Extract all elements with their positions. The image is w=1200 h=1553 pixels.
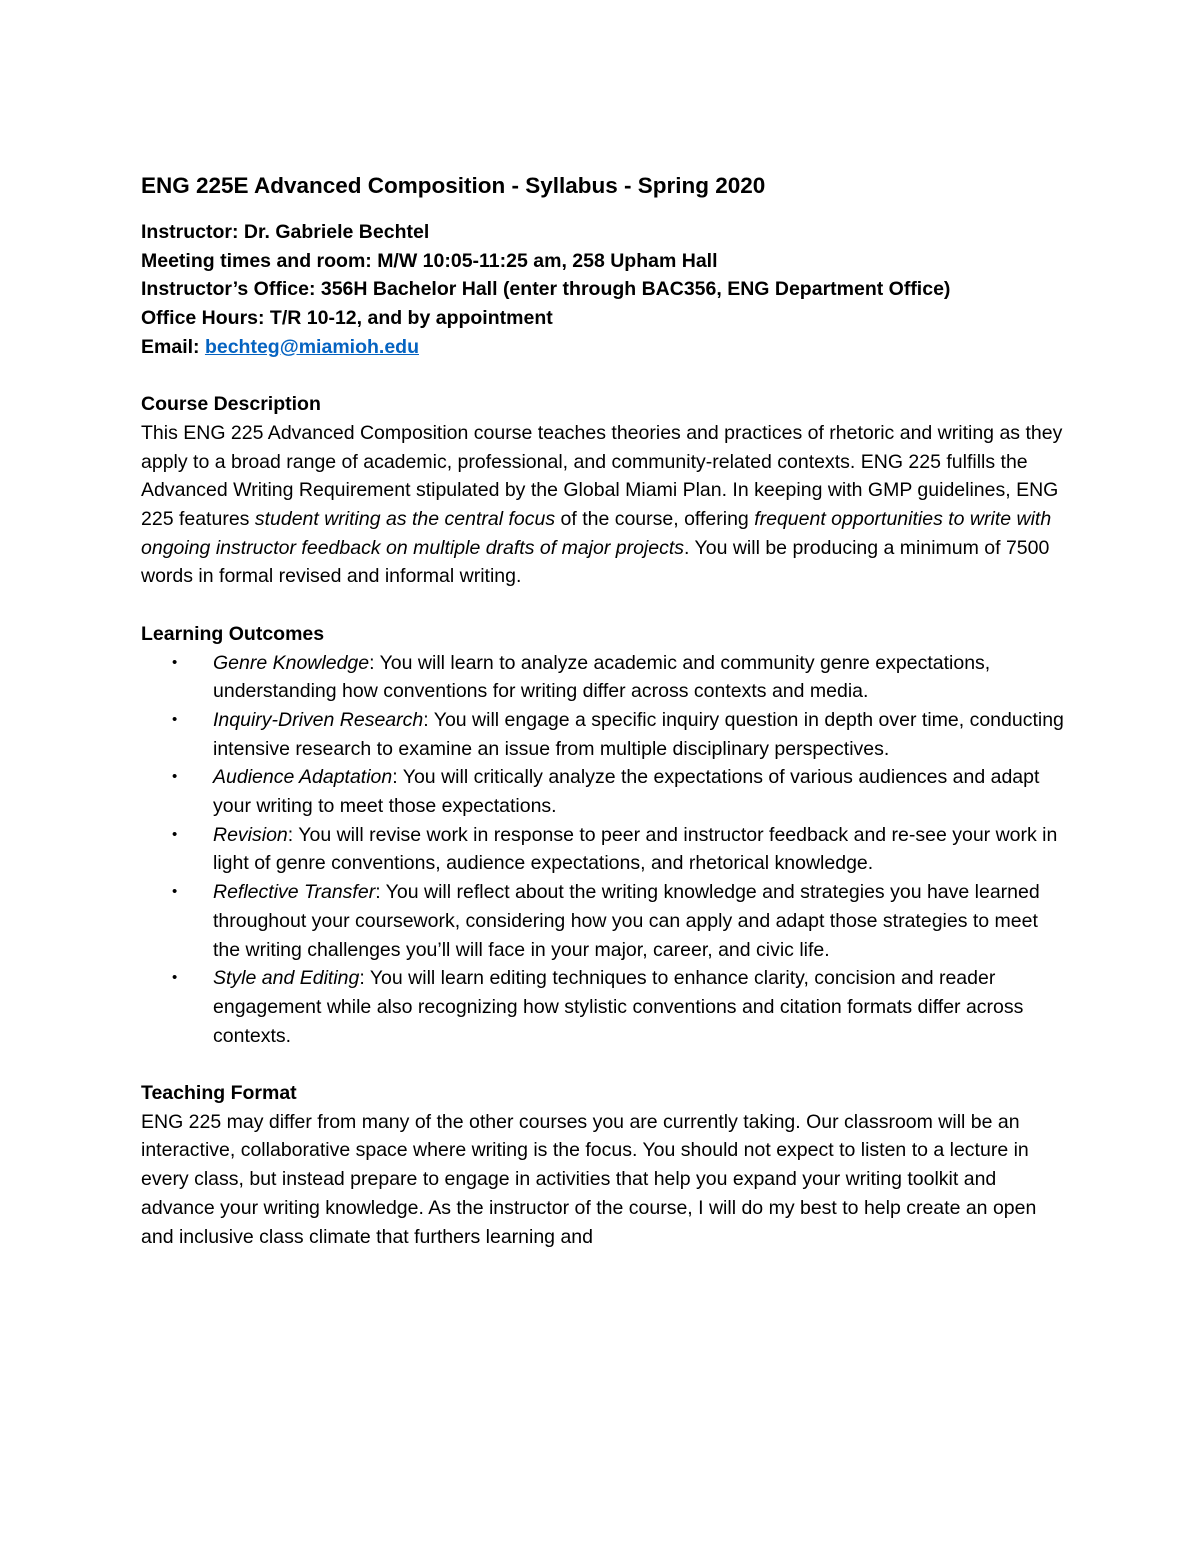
list-item: • Revision: You will revise work in response to peer and instructor feedback and re-see your work in light of genre conventions, audience expectations, and rhetorical knowledge.: [141, 821, 1066, 878]
meeting-line: Meeting times and room: M/W 10:05-11:25 am, 258 Upham Hall: [141, 249, 718, 272]
learning-outcomes-heading: Learning Outcomes: [141, 622, 325, 645]
bullet-icon: •: [172, 825, 178, 843]
email-label: Email:: [141, 335, 205, 358]
office-line: Instructor’s Office: 356H Bachelor Hall (enter through BAC356, ENG Department Office): [141, 278, 951, 301]
course-description-section: [141, 390, 1066, 591]
course-description-text: This ENG 225 Advanced Composition course teaches theories and practices of rhetoric and writing as they apply to a broad range of academic, professional, and community-related contexts. ENG 225 fulfills the Advanced Writing Requirement stipulated by the Global Miami Plan. In keeping with GMP guidelines, ENG 225 features student writing as the central focus of the course, offering frequent opportunities to write with ongoing instructor feedback on multiple drafts of major projects. You will be producing a minimum of 7500 words in formal revised and informal writing.: [141, 421, 1063, 588]
outcomes-list: [141, 649, 1066, 1051]
teaching-format-text: ENG 225 may differ from many of the other courses you are currently taking. Our classroom will be an interactive, collaborative space where writing is the focus. You should not expect to listen to a lecture in every class, but instead prepare to engage in activities that help you expand your writing toolkit and advance your writing knowledge. As the instructor of the course, I will do my best to help create an open and inclusive class climate that furthers learning and: [141, 1110, 1037, 1248]
list-item: • Reflective Transfer: You will reflect about the writing knowledge and strategies you have learned throughout your coursework, considering how you can apply and adapt those strategies to meet the writing challenges you’ll will face in your major, career, and civic life.: [141, 878, 1066, 964]
bullet-icon: •: [172, 969, 178, 987]
list-item: • Genre Knowledge: You will learn to analyze academic and community genre expectations, understanding how conventions for writing differ across contexts and media.: [141, 649, 1066, 706]
instructor-line: Instructor: Dr. Gabriele Bechtel: [141, 221, 430, 243]
email-link[interactable]: bechteg@miamioh.edu: [204, 335, 419, 358]
office-hours-line: Office Hours: T/R 10-12, and by appointment: [141, 307, 553, 330]
list-item: • Audience Adaptation: You will critically analyze the expectations of various audiences and adapt your writing to meet those expectations.: [141, 763, 1066, 820]
email-line: [141, 333, 1066, 362]
page-title: ENG 225E Advanced Composition - Syllabus - Spring 2020: [141, 173, 766, 198]
list-item: • Style and Editing: You will learn editing techniques to enhance clarity, concision and reader engagement while also recognizing how stylistic conventions and citation formats differ across contexts.: [141, 964, 1066, 1050]
bullet-icon: •: [172, 710, 178, 728]
course-description-heading: Course Description: [141, 393, 321, 416]
list-item: • Inquiry-Driven Research: You will engage a specific inquiry question in depth over time, conducting intensive research to examine an issue from multiple disciplinary perspectives.: [141, 706, 1066, 763]
learning-outcomes-section: [141, 620, 1066, 1051]
bullet-icon: •: [172, 653, 178, 671]
bullet-icon: •: [172, 883, 178, 901]
teaching-format-heading: Teaching Format: [141, 1082, 297, 1105]
course-info: [141, 218, 1066, 362]
bullet-icon: •: [172, 768, 178, 786]
teaching-format-section: [141, 1079, 1066, 1251]
document-page: [141, 168, 1066, 1251]
